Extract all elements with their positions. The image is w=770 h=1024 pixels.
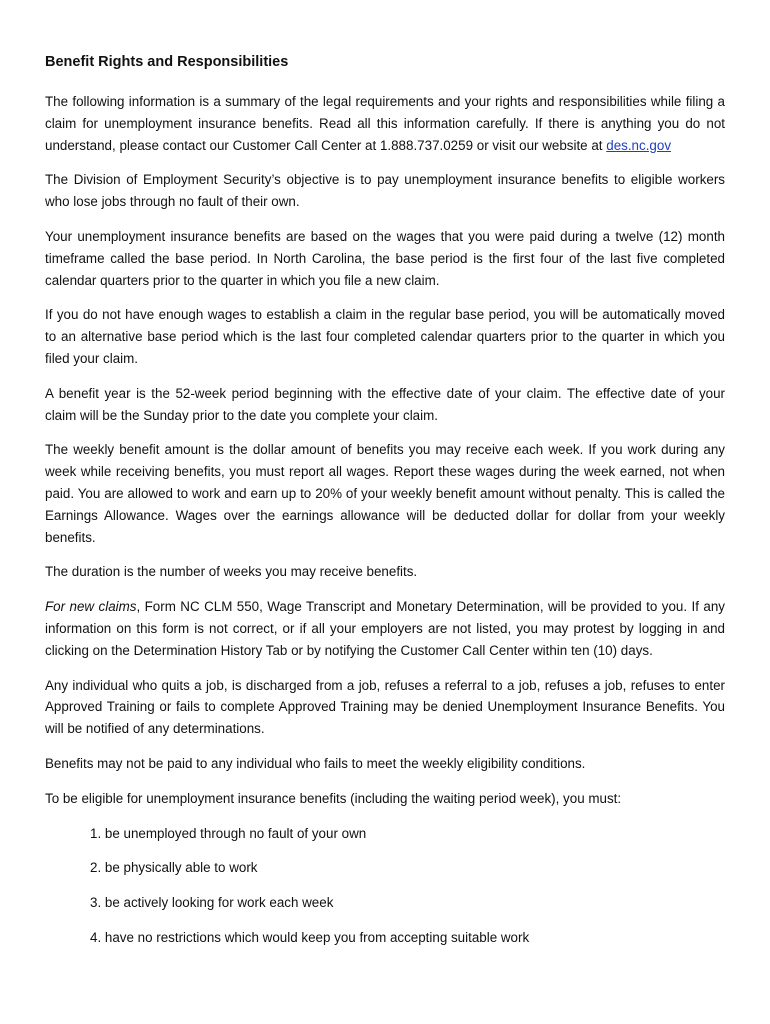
list-item: 4. have no restrictions which would keep you from accepting suitable work — [90, 929, 530, 945]
paragraph-weekly-benefit-amount: The weekly benefit amount is the dollar amount of benefits you may receive each week. If you work during any week while receiving benefits, you must report all wages. Report these wages during the week earned, not when paid. You are allowed to work and earn up to 20% of your weekly benefit amount without penalty. This is called the Earnings Allowance. Wages over the earnings allowance will be deducted dollar for dollar from your weekly benefits. — [45, 442, 725, 545]
paragraph-objective: The Division of Employment Security’s objective is to pay unemployment insurance benefits to eligible workers who lose jobs through no fault of their own. — [45, 172, 725, 210]
paragraph-eligibility-intro: To be eligible for unemployment insurance benefits (including the waiting period week), you must: — [45, 790, 622, 806]
paragraph-benefit-year: A benefit year is the 52-week period beginning with the effective date of your claim. The effective date of your claim will be the Sunday prior to the date you complete your claim. — [45, 385, 725, 423]
paragraph-alternative-base-period: If you do not have enough wages to establish a claim in the regular base period, you will be automatically moved to an alternative base period which is the last four completed calendar quarters prior to the quarter in which you filed your claim. — [45, 307, 725, 366]
list-item: 1. be unemployed through no fault of your own — [90, 825, 367, 841]
paragraph-weekly-eligibility: Benefits may not be paid to any individual who fails to meet the weekly eligibility conditions. — [45, 755, 586, 771]
intro-text: The following information is a summary of the legal requirements and your rights and responsibilities while filing a claim for unemployment insurance benefits. Read all this information carefully. If there is anything you do not understand, please contact our Customer Call Center at 1.888.737.0259 or visit our website at — [45, 94, 725, 153]
website-link[interactable]: des.nc.gov — [606, 137, 672, 153]
new-claims-lead: For new claims — [45, 599, 137, 615]
page-title: Benefit Rights and Responsibilities — [45, 54, 289, 70]
list-item: 2. be physically able to work — [90, 860, 258, 876]
list-item: 3. be actively looking for work each week — [90, 895, 334, 911]
new-claims-text: , Form NC CLM 550, Wage Transcript and Monetary Determination, will be provided to you. If any information on this form is not correct, or if all your employers are not listed, you may protest by logging in and clicking on the Determination History Tab or by notifying the Customer Call Center within ten (10) days. — [45, 599, 725, 658]
paragraph-base-period: Your unemployment insurance benefits are based on the wages that you were paid during a twelve (12) month timeframe called the base period. In North Carolina, the base period is the first four of the last five completed calendar quarters prior to the quarter in which you file a new claim. — [45, 228, 725, 288]
document-page — [45, 52, 725, 962]
paragraph-new-claims — [45, 596, 725, 661]
eligibility-list — [45, 823, 725, 949]
paragraph-duration: The duration is the number of weeks you may receive benefits. — [45, 564, 418, 580]
paragraph-denial-reasons: Any individual who quits a job, is discharged from a job, refuses a referral to a job, refuses a job, refuses to enter Approved Training or fails to complete Approved Training may be denied Unemployment Insurance Benefits. You will be notified of any determinations. — [45, 677, 725, 737]
intro-paragraph — [45, 91, 725, 156]
